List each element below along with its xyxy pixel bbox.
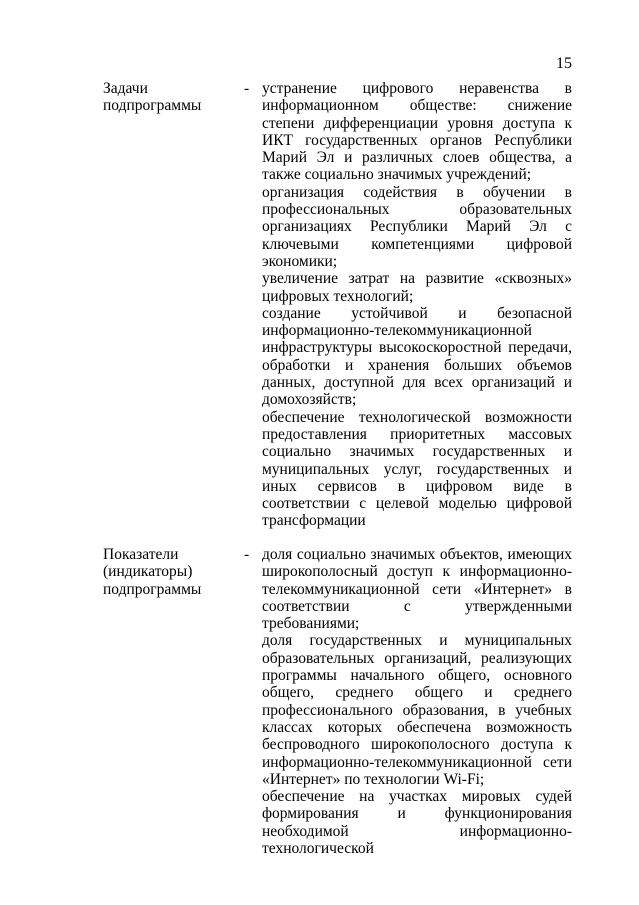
list-item: устранение цифрового неравенства в информационном обществе: снижение степени дифференциации уровня доступа к ИКТ государственных органов Республики Марий Эл и различных слоев общества, а также социально значимых учреждений; [262, 80, 572, 184]
section-content [262, 546, 572, 857]
page-number: 15 [556, 55, 572, 72]
list-item: создание устойчивой и безопасной информационно-телекоммуникационной инфраструктуры высокоскоростной передачи, обработки и хранения больших объемов данных, доступной для всех организаций и домохозяйств; [262, 304, 572, 409]
list-item: организация содействия в обучении в профессиональных образовательных организациях Республики Марий Эл с ключевыми компетенциями цифровой экономики; [262, 183, 572, 270]
dash-marker: - [244, 546, 250, 563]
section-label [103, 546, 253, 598]
list-item: доля государственных и муниципальных образовательных организаций, реализующих программы начального общего, основного общего, среднего общего и среднего профессионального образования, в учебных классах которых обеспечена возможность беспроводного широкополосного доступа к информационно-телекоммуникационной сети «Интернет» по технологии Wi-Fi; [262, 632, 572, 788]
label-line: Показатели [103, 546, 179, 563]
section-content [262, 80, 572, 530]
label-line: подпрограммы [103, 580, 202, 598]
label-line: подпрограммы [103, 97, 202, 115]
section-label [103, 80, 253, 115]
label-line: (индикаторы) [103, 563, 193, 581]
list-item: доля социально значимых объектов, имеющих широкополосный доступ к информационно-телекоммуникационной сети «Интернет» в соответствии с утвержденными требованиями; [262, 546, 572, 633]
list-item: обеспечение на участках мировых судей формирования и функционирования необходимой информационно-технологической [262, 788, 572, 858]
dash-marker: - [244, 80, 250, 97]
list-item: обеспечение технологической возможности предоставления приоритетных массовых социально значимых государственных и муниципальных услуг, государственных и иных сервисов в цифровом виде в соответствии с целевой моделью цифровой трансформации [262, 408, 572, 530]
label-line: Задачи [103, 80, 148, 97]
list-item: увеличение затрат на развитие «сквозных» цифровых технологий; [262, 270, 572, 305]
